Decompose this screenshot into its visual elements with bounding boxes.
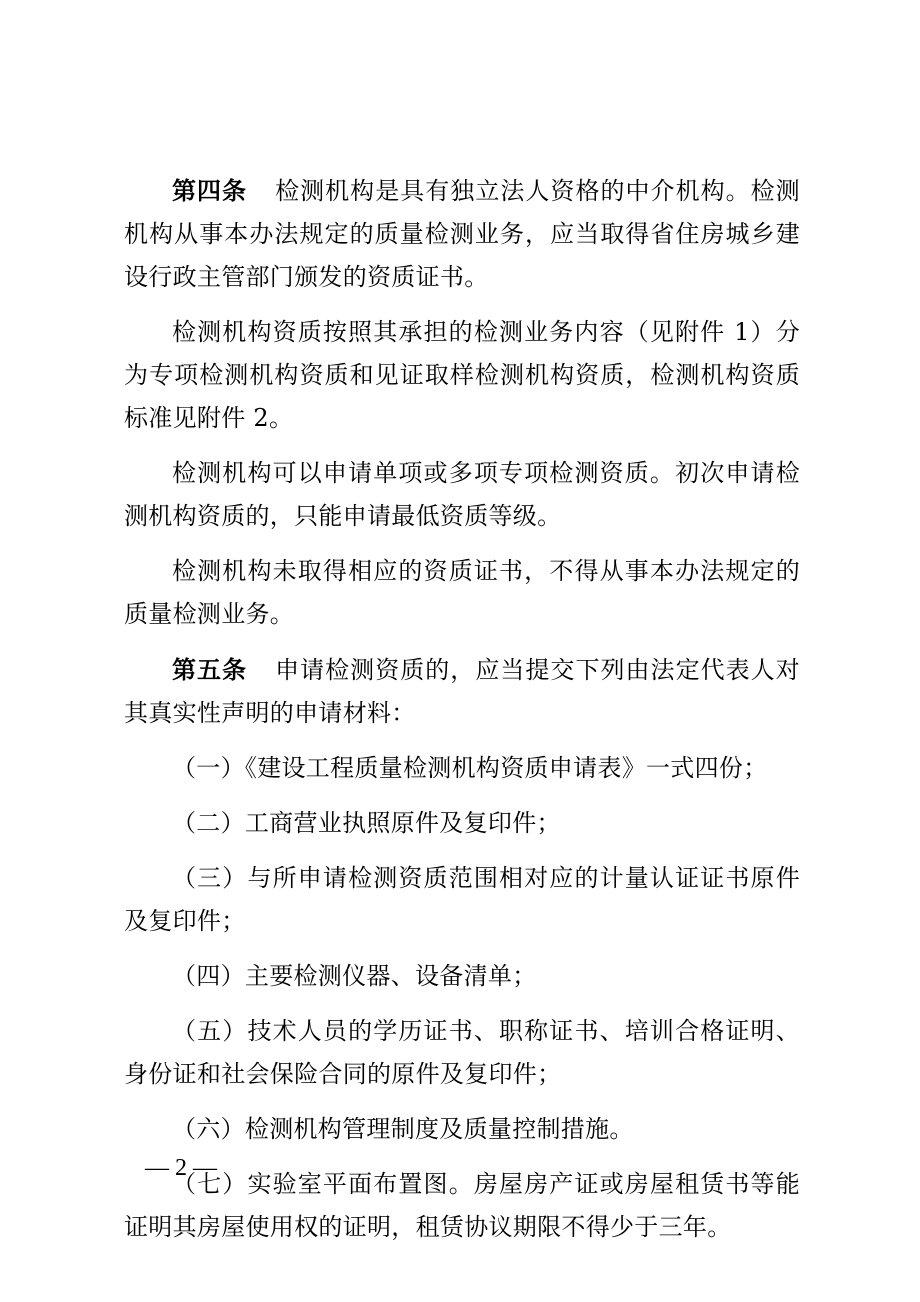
article-4-paragraph-1 [124,169,800,299]
article-4-paragraph-2: 检测机构资质按照其承担的检测业务内容（见附件 1）分为专项检测机构资质和见证取样检测机构资质，检测机构资质标准见附件 2。 [124,318,800,432]
article-4-paragraph-3: 检测机构可以申请单项或多项专项检测资质。初次申请检测机构资质的，只能申请最低资质等级。 [124,459,800,530]
list-item: （六）检测机构管理制度及质量控制措施。 [172,1115,634,1143]
page-number: — 2 — [145,1155,217,1181]
article-5-heading: 第五条 [172,655,248,684]
list-item: （五）技术人员的学历证书、职称证书、培训合格证明、身份证和社会保险合同的原件及复印件； [124,1017,800,1088]
list-item: （三）与所申请检测资质范围相对应的计量认证证书原件及复印件； [124,864,800,935]
article-4-paragraph-4: 检测机构未取得相应的资质证书，不得从事本办法规定的质量检测业务。 [124,557,800,628]
article-4-heading: 第四条 [172,176,248,205]
list-item: （四）主要检测仪器、设备清单； [172,962,537,990]
article-5-paragraph-1 [124,648,800,735]
list-item: （七）实验室平面布置图。房屋房产证或房屋租赁书等能证明其房屋使用权的证明，租赁协议期限不得少于三年。 [124,1170,800,1241]
list-item: （二）工商营业执照原件及复印件； [172,809,561,837]
article-4-text-1: 检测机构是具有独立法人资格的中介机构。检测机构从事本办法规定的质量检测业务，应当取得省住房城乡建设行政主管部门颁发的资质证书。 [124,177,800,291]
article-5-intro: 申请检测资质的，应当提交下列由法定代表人对其真实性声明的申请材料： [124,656,800,727]
list-item: （一）《建设工程质量检测机构资质申请表》一式四份； [172,754,768,782]
document-body [124,169,800,1261]
